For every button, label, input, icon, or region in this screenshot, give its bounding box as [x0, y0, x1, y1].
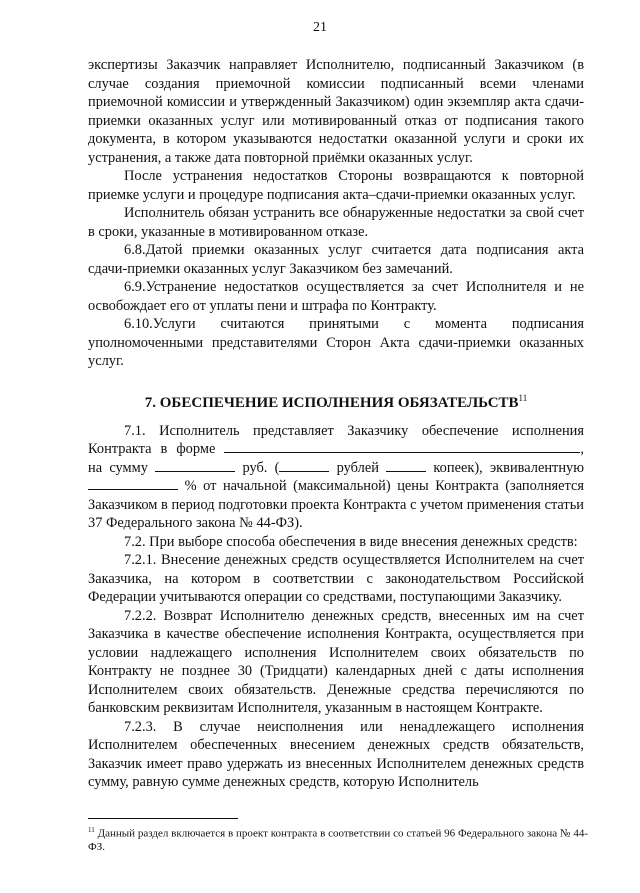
- sum-blank: [155, 459, 235, 472]
- paragraph-continued: экспертизы Заказчик направляет Исполнителю, подписанный Заказчиком (в случае создания приемочной комиссии подписанный всеми членами приемочной комиссии и утвержденный Заказчиком) один экземпляр акта сдачи-приемки оказанных услуг или мотивированный отказ от подписания такого документа, в котором указываются недостатки оказанной услуги и сроки их устранения, а также дата повторной приёмки оказанных услуг.: [88, 57, 584, 166]
- paragraph-repeat-acceptance: После устранения недостатков Стороны возвращаются к повторной приемке услуги и процедуре подписания акта–сдачи-приемки оказанных услуг.: [88, 168, 584, 203]
- clause-6-9: 6.9.Устранение недостатков осуществляется за счет Исполнителя и не освобождает его от уплаты пени и штрафа по Контракту.: [88, 279, 584, 314]
- footnote-divider: [88, 818, 238, 819]
- footnote-mark: 11: [88, 826, 95, 834]
- kopeks-label: копеек), эквивалентную: [433, 459, 584, 476]
- clause-7-2-2: 7.2.2. Возврат Исполнителю денежных средств, внесенных им на счет Заказчика в качестве обеспечение исполнения Контракта, осуществляется при условии надлежащего исполнения Исполнителем своих обязательств по Контракту не позднее 30 (Тридцати) календарных дней с даты исполнения Исполнителем своих обязательств. Денежные средства перечисляются по банковским реквизитам Исполнителя, указанным в настоящем Контракте.: [88, 607, 584, 716]
- paragraph-fix-defects: Исполнитель обязан устранить все обнаруженные недостатки за свой счет в сроки, указанные в мотивированном отказе.: [88, 205, 584, 240]
- kopeks-blank: [386, 459, 426, 472]
- footnote-text: Данный раздел включается в проект контракта в соответствии со статьей 96 Федерального закона № 44-ФЗ.: [88, 827, 588, 853]
- page-number: 21: [313, 20, 327, 35]
- page-body: [88, 56, 584, 792]
- clause-7-2: 7.2. При выборе способа обеспечения в виде внесения денежных средств:: [124, 533, 578, 550]
- sum-label: на сумму: [88, 459, 148, 476]
- clause-7-1-intro: 7.1. Исполнитель представляет Заказчику обеспечение исполнения Контракта в форме: [88, 422, 584, 457]
- section-7-title: 7. ОБЕСПЕЧЕНИЕ ИСПОЛНЕНИЯ ОБЯЗАТЕЛЬСТВ: [144, 394, 519, 411]
- clause-6-8: 6.8.Датой приемки оказанных услуг считается дата подписания акта сдачи-приемки оказанных услуг Заказчиком без замечаний.: [88, 242, 584, 277]
- section-7-heading: [88, 393, 584, 412]
- rub-words-blank: [279, 459, 329, 472]
- percent-blank: [88, 477, 178, 490]
- clause-7-2-1: 7.2.1. Внесение денежных средств осуществляется Исполнителем на счет Заказчика, на котором в соответствии с законодательством Российской Федерации учитываются операции со средствами, поступающими Заказчику.: [88, 552, 584, 605]
- clause-7-2-3: 7.2.3. В случае неисполнения или ненадлежащего исполнения Исполнителем обеспеченных внесением денежных средств обязательств, Заказчик имеет право удержать из внесенных Исполнителем денежных средств сумму, равную сумме денежных средств, которую Исполнитель: [88, 718, 584, 790]
- clause-7-1: 7.1. Исполнитель представляет Заказчику обеспечение исполнения Контракта в форме , на сумму руб. ( рублей копеек), эквивалентную % от начальной (максимальной) цены Контракта (заполняется Заказчиком в период подготовки проекта Контракта с учетом применения статьи 37 Федерального закона № 44-ФЗ).: [88, 422, 584, 531]
- rubles-label: рублей: [336, 459, 379, 476]
- footnote: [88, 824, 588, 854]
- clause-6-10: 6.10.Услуги считаются принятыми с момента подписания уполномоченными представителями Сторон Акта сдачи-приемки оказанных услуг.: [88, 316, 584, 369]
- percent-label: % от начальной (максимальной) цены Контракта (заполняется Заказчиком в период подготовки проекта Контракта с учетом применения статьи 37 Федерального закона № 44-ФЗ).: [88, 478, 584, 531]
- rub-label: руб. (: [242, 459, 280, 476]
- footnote-ref: 11: [518, 392, 528, 403]
- form-blank: [224, 440, 580, 453]
